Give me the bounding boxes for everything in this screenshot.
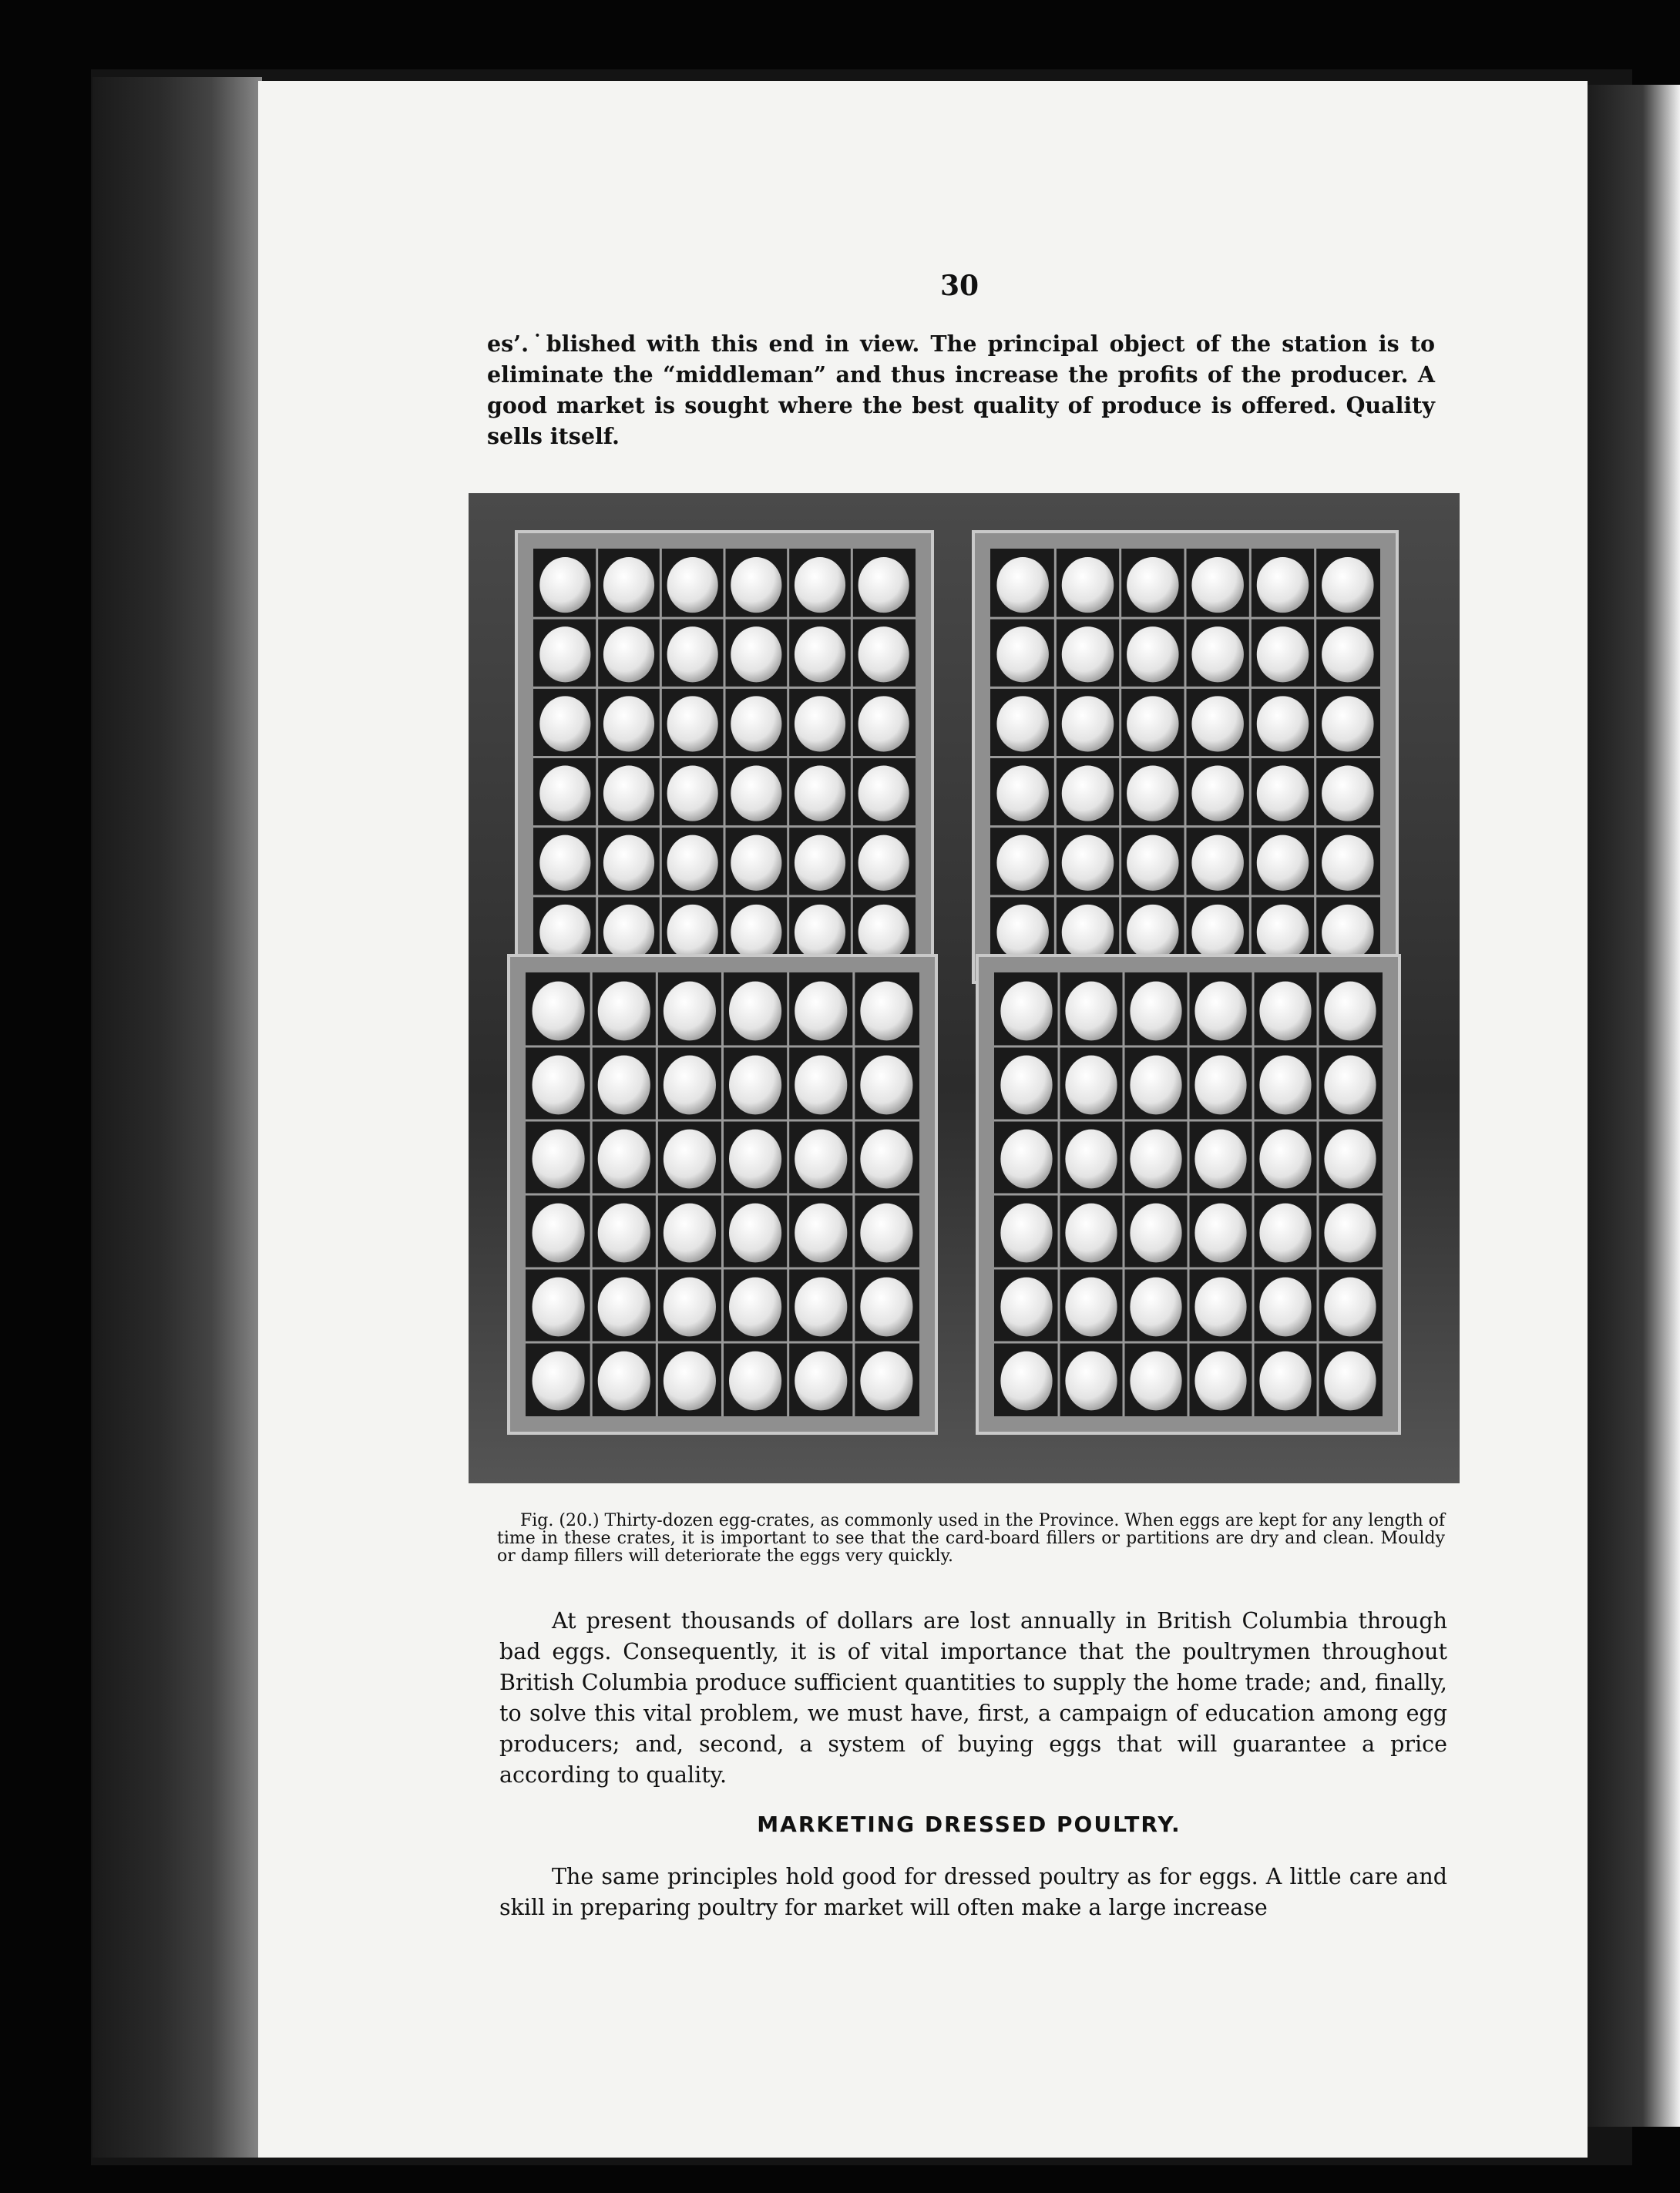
egg (858, 835, 909, 891)
egg (795, 1352, 847, 1411)
egg (1194, 1130, 1246, 1189)
egg (795, 626, 845, 682)
egg (1259, 1204, 1311, 1263)
egg (664, 1204, 716, 1263)
egg (729, 1204, 781, 1263)
egg (533, 1278, 585, 1337)
egg (667, 696, 718, 751)
egg (858, 696, 909, 751)
egg (729, 1352, 781, 1411)
egg (795, 835, 845, 891)
egg (1322, 626, 1373, 682)
egg (996, 557, 1048, 613)
egg (1062, 626, 1114, 682)
egg (1000, 982, 1052, 1041)
egg (1191, 766, 1243, 821)
egg (1065, 1056, 1117, 1115)
egg (1322, 835, 1373, 891)
egg (860, 1352, 912, 1411)
egg (598, 1204, 650, 1263)
egg (1065, 1278, 1117, 1337)
egg-crates-illustration (469, 493, 1460, 1483)
egg (1324, 1352, 1376, 1411)
egg (996, 766, 1048, 821)
egg (598, 1352, 650, 1411)
egg (664, 1278, 716, 1337)
egg (1324, 1204, 1376, 1263)
egg (1000, 1056, 1052, 1115)
egg (1259, 1278, 1311, 1337)
egg (539, 626, 590, 682)
egg (664, 1352, 716, 1411)
egg (996, 696, 1048, 751)
egg (795, 1204, 847, 1263)
egg (858, 626, 909, 682)
egg (1257, 557, 1309, 613)
paragraph-dressed-poultry: The same principles hold good for dressed poultry as for eggs. A little care and skill in preparing poultry for market will often make a large increase (499, 1864, 1447, 1920)
egg (1322, 766, 1373, 821)
egg (603, 766, 654, 821)
opening-paragraph-text: es’.˙blished with this end in view. The principal object of the station is to eliminate the “middleman” and thus increase the profits of the producer. A good market is sought where the best quality of produce is offered. Quality (487, 331, 1435, 418)
egg-crate (516, 532, 932, 982)
egg (603, 905, 654, 960)
egg (858, 905, 909, 960)
egg (664, 1056, 716, 1115)
egg (1322, 905, 1373, 960)
egg (598, 1278, 650, 1337)
egg (996, 835, 1048, 891)
egg (1127, 626, 1178, 682)
egg (667, 766, 718, 821)
egg (598, 1130, 650, 1189)
egg (1257, 905, 1309, 960)
egg (1324, 1278, 1376, 1337)
egg (996, 626, 1048, 682)
egg (1259, 1056, 1311, 1115)
egg (533, 1204, 585, 1263)
egg (539, 835, 590, 891)
egg (729, 1278, 781, 1337)
egg (795, 557, 845, 613)
egg (539, 696, 590, 751)
egg (1062, 835, 1114, 891)
section-heading: MARKETING DRESSED POULTRY. (757, 1812, 1181, 1837)
egg (1259, 1130, 1311, 1189)
egg (598, 1056, 650, 1115)
book-spine-edge (92, 77, 262, 2158)
egg (860, 1204, 912, 1263)
egg (1259, 982, 1311, 1041)
egg (1127, 696, 1178, 751)
egg (731, 626, 781, 682)
egg (539, 766, 590, 821)
egg (795, 696, 845, 751)
egg (731, 766, 781, 821)
egg (603, 835, 654, 891)
egg (1257, 835, 1309, 891)
egg (1065, 982, 1117, 1041)
egg (1130, 1352, 1181, 1411)
egg (1130, 1278, 1181, 1337)
egg (1062, 557, 1114, 613)
opening-paragraph-last-line: sells itself. (487, 423, 620, 449)
egg (1130, 1204, 1181, 1263)
egg (795, 766, 845, 821)
egg (795, 1130, 847, 1189)
egg (1065, 1130, 1117, 1189)
egg (533, 982, 585, 1041)
egg (533, 1056, 585, 1115)
egg (1000, 1352, 1052, 1411)
egg-crate (973, 532, 1397, 982)
egg (1062, 905, 1114, 960)
egg (1191, 905, 1243, 960)
egg (1065, 1204, 1117, 1263)
egg (533, 1352, 585, 1411)
egg (795, 1056, 847, 1115)
opening-paragraph (487, 328, 1435, 452)
egg (729, 982, 781, 1041)
egg (533, 1130, 585, 1189)
egg (539, 557, 590, 613)
egg (1130, 1130, 1181, 1189)
figure-caption: Fig. (20.) Thirty-dozen egg-crates, as commonly used in the Province. When eggs are kept for any length of time in these crates, it is important to see that the card-board fillers or partitions are dry and clean. Mouldy or damp fillers will deteriorate the eggs very quickly. (497, 1511, 1445, 1566)
egg (539, 905, 590, 960)
egg (1257, 626, 1309, 682)
egg (603, 557, 654, 613)
egg (1259, 1352, 1311, 1411)
egg (1257, 696, 1309, 751)
egg-crates-photo (469, 493, 1460, 1483)
egg (996, 905, 1048, 960)
egg (1000, 1278, 1052, 1337)
egg (664, 1130, 716, 1189)
egg (731, 557, 781, 613)
egg (667, 905, 718, 960)
egg (1000, 1130, 1052, 1189)
egg (1191, 626, 1243, 682)
egg (1322, 696, 1373, 751)
egg (664, 982, 716, 1041)
egg (860, 982, 912, 1041)
egg (1000, 1204, 1052, 1263)
egg-crate (509, 955, 936, 1433)
egg (1194, 1056, 1246, 1115)
egg (1191, 835, 1243, 891)
egg (1191, 557, 1243, 613)
egg (1062, 696, 1114, 751)
egg (729, 1056, 781, 1115)
egg (1130, 1056, 1181, 1115)
egg (1322, 557, 1373, 613)
egg (1127, 766, 1178, 821)
egg (731, 835, 781, 891)
egg-crate (977, 955, 1399, 1433)
egg (1130, 982, 1181, 1041)
egg (1191, 696, 1243, 751)
egg (1324, 982, 1376, 1041)
egg (1324, 1130, 1376, 1189)
next-page-edge (1588, 85, 1680, 2127)
egg (731, 696, 781, 751)
egg (731, 905, 781, 960)
egg (795, 1278, 847, 1337)
egg (598, 982, 650, 1041)
egg (1127, 905, 1178, 960)
page-number: 30 (939, 270, 979, 302)
egg (860, 1056, 912, 1115)
egg (795, 905, 845, 960)
egg (1127, 557, 1178, 613)
egg (1324, 1056, 1376, 1115)
egg (603, 696, 654, 751)
egg (603, 626, 654, 682)
paragraph-bad-eggs: At present thousands of dollars are lost annually in British Columbia through bad eggs. Consequently, it is of vital importance that the poultrymen throughout British Columbia produce sufficient quantities to supply the home trade; and, finally, to solve this vital problem, we must have, first, a campaign of education among egg producers; and, second, a system of buying eggs that will guarantee a price according to quality. (499, 1608, 1447, 1788)
egg (795, 982, 847, 1041)
egg (1257, 766, 1309, 821)
egg (667, 835, 718, 891)
egg (1194, 1204, 1246, 1263)
egg (1127, 835, 1178, 891)
egg (860, 1130, 912, 1189)
egg (1194, 1352, 1246, 1411)
egg (858, 557, 909, 613)
egg (858, 766, 909, 821)
egg (667, 557, 718, 613)
egg (1194, 982, 1246, 1041)
egg (729, 1130, 781, 1189)
egg (1194, 1278, 1246, 1337)
egg (860, 1278, 912, 1337)
egg (1065, 1352, 1117, 1411)
egg (1062, 766, 1114, 821)
egg (667, 626, 718, 682)
